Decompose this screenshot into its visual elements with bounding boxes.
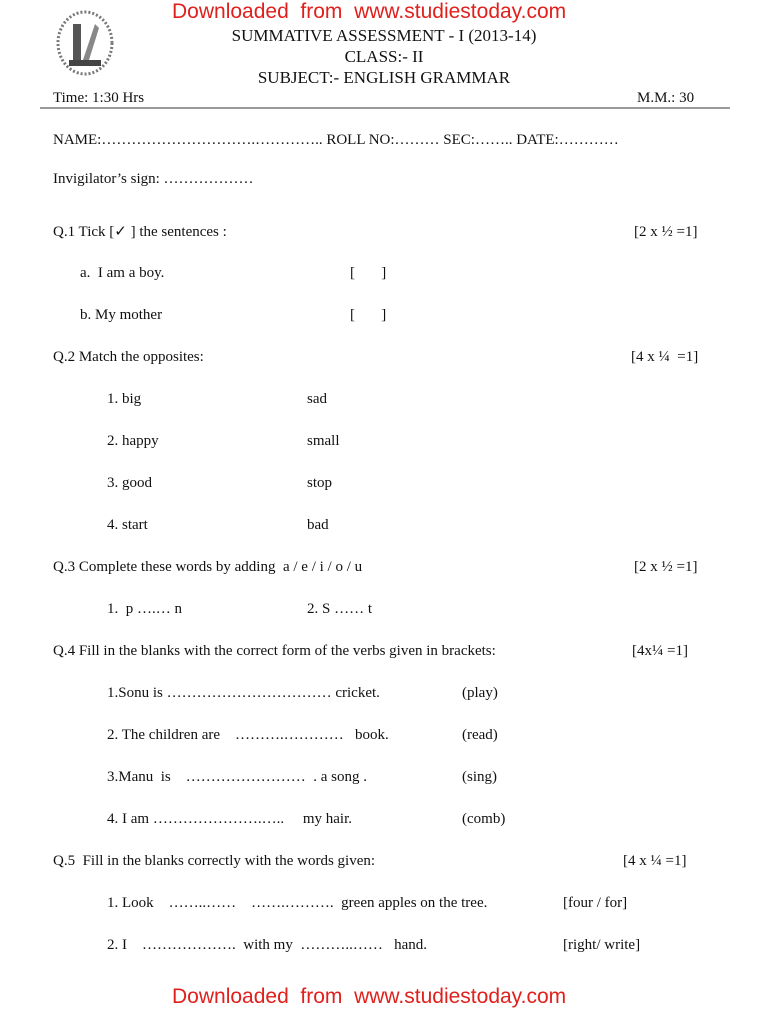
q5-item: 1. Look ……..…… …….………. green apples on the tree.	[107, 895, 488, 911]
q3-text: Q.3 Complete these words by adding a / e / i / o / u	[53, 559, 363, 575]
q4-verb: (read)	[462, 727, 498, 743]
q2-left: 2. happy	[107, 433, 159, 449]
q4-item: 2. The children are ……….………… book.	[107, 727, 389, 743]
q4-verb: (play)	[462, 685, 498, 701]
q3-item: 1. p ….… n	[107, 601, 182, 617]
q5-words: [four / for]	[563, 895, 628, 911]
q2-marks: [4 x ¼ =1]	[631, 349, 699, 365]
q5-words: [right/ write]	[563, 937, 641, 953]
student-info-line: NAME:………………………….………….. ROLL NO:……… SEC:…….. DATE:…………	[53, 132, 619, 148]
q2-right: bad	[307, 517, 329, 533]
q5-marks: [4 x ¼ =1]	[623, 853, 687, 869]
q4-text: Q.4 Fill in the blanks with the correct form of the verbs given in brackets:	[53, 643, 496, 659]
subject-label: SUBJECT:- ENGLISH GRAMMAR	[257, 68, 511, 87]
q2-right: sad	[307, 391, 327, 407]
q2-right: small	[307, 433, 340, 449]
q2-left: 4. start	[107, 517, 148, 533]
q1-marks: [2 x ½ =1]	[634, 224, 698, 240]
q1-item: a. I am a boy.	[80, 265, 165, 281]
q1-checkbox[interactable]: [ ]	[350, 265, 387, 281]
q5-text: Q.5 Fill in the blanks correctly with the words given:	[53, 853, 376, 869]
q4-item: 1.Sonu is …………………………… cricket.	[107, 685, 380, 701]
q2-left: 1. big	[107, 391, 142, 407]
time-label: Time: 1:30 Hrs	[53, 90, 145, 106]
q2-text: Q.2 Match the opposites:	[53, 349, 204, 365]
watermark-top[interactable]: Downloaded from www.studiestoday.com	[172, 0, 567, 23]
q1-item: b. My mother	[80, 307, 163, 323]
q4-item: 4. I am ………………….….. my hair.	[107, 811, 352, 827]
max-marks: M.M.: 30	[637, 90, 695, 106]
header-divider	[40, 107, 730, 109]
q4-verb: (sing)	[462, 769, 497, 785]
class-label: CLASS:- II	[344, 47, 424, 66]
q2-left: 3. good	[107, 475, 152, 491]
invigilator-sign: Invigilator’s sign: ………………	[53, 171, 254, 187]
q5-item: 2. I ………………. with my ………..…… hand.	[107, 937, 427, 953]
q4-item: 3.Manu is …………………… . a song .	[107, 769, 367, 785]
q4-marks: [4x¼ =1]	[632, 643, 688, 659]
q1-checkbox[interactable]: [ ]	[350, 307, 387, 323]
q2-right: stop	[307, 475, 333, 491]
q1-text: Q.1 Tick [✓ ] the sentences :	[53, 224, 227, 240]
exam-title: SUMMATIVE ASSESSMENT - I (2013-14)	[231, 26, 537, 45]
q3-item: 2. S …… t	[307, 601, 373, 617]
q3-marks: [2 x ½ =1]	[634, 559, 698, 575]
q4-verb: (comb)	[462, 811, 506, 827]
watermark-bottom[interactable]: Downloaded from www.studiestoday.com	[172, 985, 567, 1008]
